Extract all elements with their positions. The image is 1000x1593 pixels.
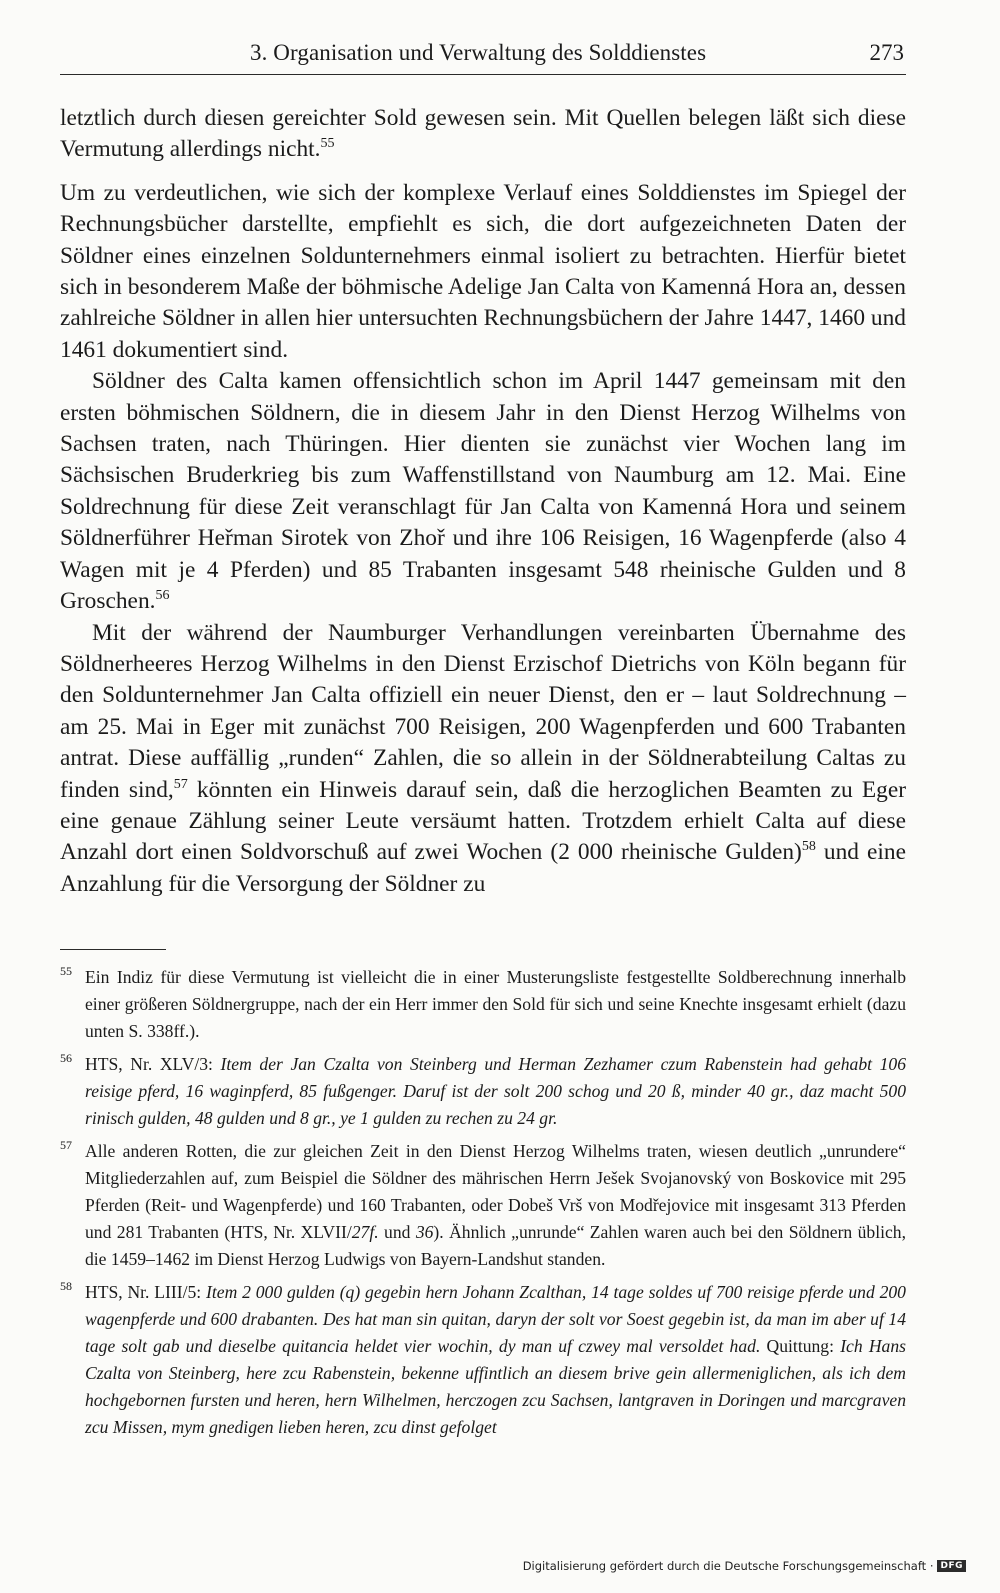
paragraph-4-text-c: und eine Anzahlung für die Versorgung der Söldner zu [60,839,906,897]
footnote-text-c: ). Ähnlich „unrunde“ Zahlen waren auch bei den Söldnern üblich, die 1459–1462 im Dienst Herzog Ludwigs von Bayern-Landshut standen. [85,1222,906,1269]
footnote-58 [60,1279,906,1441]
footnotes [60,964,906,1447]
footnote-ref-56[interactable]: 56 [155,586,170,603]
running-header [60,40,906,75]
footnote-number: 55 [60,964,72,978]
main-text [60,103,906,900]
digitization-notice [523,1559,966,1573]
footnote-ref-55[interactable]: 55 [320,135,335,152]
paragraph-3 [60,366,906,617]
footnote-divider [60,949,166,950]
footnote-text: Ein Indiz für diese Vermutung ist vielleicht die in einer Musterungsliste festgestellte Soldberechnung innerhalb einer größeren Söldnergruppe, nach der ein Herr immer den Sold für sich und seine Knechte insgesamt erhielt (dazu unten S. 338ff.). [85,967,906,1041]
footnote-quote-b: Ich Hans Czalta von Steinberg, here zcu Rabenstein, bekenne uffintlich an diesem brive gein allermeniglichen, als ich dem hochgebornen fursten und heren, hern Wilhelmen, herczogen zcu Sachsen, lantgraven in Doringen und marcgraven zcu Missen, mym gnedigen lieben heren, zcu dinst gefolget [85,1336,906,1437]
footnote-quote-a: Item 2 000 gulden (q) gegebin hern Johann Zcalthan, 14 tage soldes uf 700 reisige pferde und 200 wagenpferde und 600 drabanten. Des hat man sin quitan, daryn der solt vor Soest gegebin ist, da man im aber uf 14 tage solt gab und dieselbe quitancia heldet vier wochin, dy man uf czwey mal versoldet had. [85,1282,906,1356]
digitization-text: Digitalisierung gefördert durch die Deutsche Forschungsgemeinschaft · [522,1559,934,1573]
footnote-mid: Quittung: [760,1336,841,1356]
footnote-citation: HTS, Nr. XLV/3: [85,1054,221,1074]
paragraph-4-text-b: könnten ein Hinweis darauf sein, daß die herzoglichen Beamten zu Eger eine genaue Zählung seiner Leute versäumt hatten. Trotzdem erhielt Calta auf diese Anzahl dort einen Soldvorschuß auf zwei Wochen (2 000 rheinische Gulden) [60,776,907,866]
footnote-number: 58 [60,1279,72,1293]
paragraph-1 [60,103,906,166]
footnote-quote: Item der Jan Czalta von Steinberg und Herman Zezhamer czum Rabenstein had gehabt 106 reisige pferd, 16 waginpferd, 85 fußgenger. Daruf ist der solt 200 schog und 20 ß, minder 40 gr., daz macht 500 rinisch gulden, 48 gulden und 8 gr., ye 1 gulden zu rechen zu 24 gr. [85,1054,906,1128]
footnote-italic-b: 36 [415,1222,434,1242]
footnote-56 [60,1051,906,1132]
paragraph-4 [60,618,906,901]
dfg-logo-icon: DFG [937,1560,966,1572]
footnote-55 [60,964,906,1045]
footnote-text-a: Alle anderen Rotten, die zur gleichen Zeit in den Dienst Herzog Wilhelms traten, wiesen deutlich „unrundere“ Mitgliederzahlen auf, zum Beispiel die Söldner des mährischen Herrn Ješek Svojanovský von Boskovice mit 295 Pferden (Reit- und Wagenpferde) und 160 Trabanten, oder Dobeš Vrš von Modřejovice mit insgesamt 313 Pferden und 281 Trabanten (HTS, Nr. XLVII/ [85,1141,906,1242]
paragraph-2: Um zu verdeutlichen, wie sich der komplexe Verlauf eines Solddienstes im Spiegel der Rechnungsbücher darstellte, empfiehlt es sich, die dort aufgezeichneten Daten der Söldner eines einzelnen Soldunternehmers einmal isoliert zu betrachten. Hierfür bietet sich in besonderem Maße der böhmische Adelige Jan Calta von Kamenná Hora an, dessen zahlreiche Söldner in allen hier untersuchten Rechnungsbüchern der Jahre 1447, 1460 und 1461 dokumentiert sind. [60,179,906,363]
footnote-text-b: und [378,1222,416,1242]
footnote-citation: HTS, Nr. LIII/5: [85,1282,207,1302]
paragraph-4-text-a: Mit der während der Naumburger Verhandlungen vereinbarten Übernahme des Söldnerheeres Herzog Wilhelms in den Dienst Erzischof Dietrichs von Köln begann für den Soldunternehmer Jan Calta offiziell ein neuer Dienst, den er – laut Soldrechnung – am 25. Mai in Eger mit zunächst 700 Reisigen, 200 Wagenpferden und 600 Trabanten antrat. Diese auffällig „runden“ Zahlen, die so allein in der Söldnerabteilung Caltas zu finden sind, [60,619,906,803]
footnote-number: 56 [60,1051,72,1065]
page-number: 273 [869,40,904,65]
running-title: 3. Organisation und Verwaltung des Solddienstes [250,40,707,65]
footnote-ref-58[interactable]: 58 [801,838,816,855]
footnote-italic-a: 27f. [351,1222,379,1242]
footnote-ref-57[interactable]: 57 [173,775,188,792]
paragraph-3-text: Söldner des Calta kamen offensichtlich schon im April 1447 gemeinsam mit den ersten böhmischen Söldnern, die in diesem Jahr in den Dienst Herzog Wilhelms von Sachsen traten, nach Thüringen. Hier dienten sie zunächst vier Wochen lang im Sächsischen Bruderkrieg bis zum Waffenstillstand von Naumburg am 12. Mai. Eine Soldrechnung für diese Zeit veranschlagt für Jan Calta von Kamenná Hora und seinem Söldnerführer Heřman Sirotek von Zhoř und ihre 106 Reisigen, 16 Wagenpferde (also 4 Wagen mit je 4 Pferden) und 85 Trabanten insgesamt 548 rheinische Gulden und 8 Groschen. [60,368,906,615]
paragraph-1-text: letztlich durch diesen gereichter Sold gewesen sein. Mit Quellen belegen läßt sich diese Vermutung allerdings nicht. [60,105,906,163]
footnote-57 [60,1138,906,1273]
footnote-number: 57 [60,1138,72,1152]
